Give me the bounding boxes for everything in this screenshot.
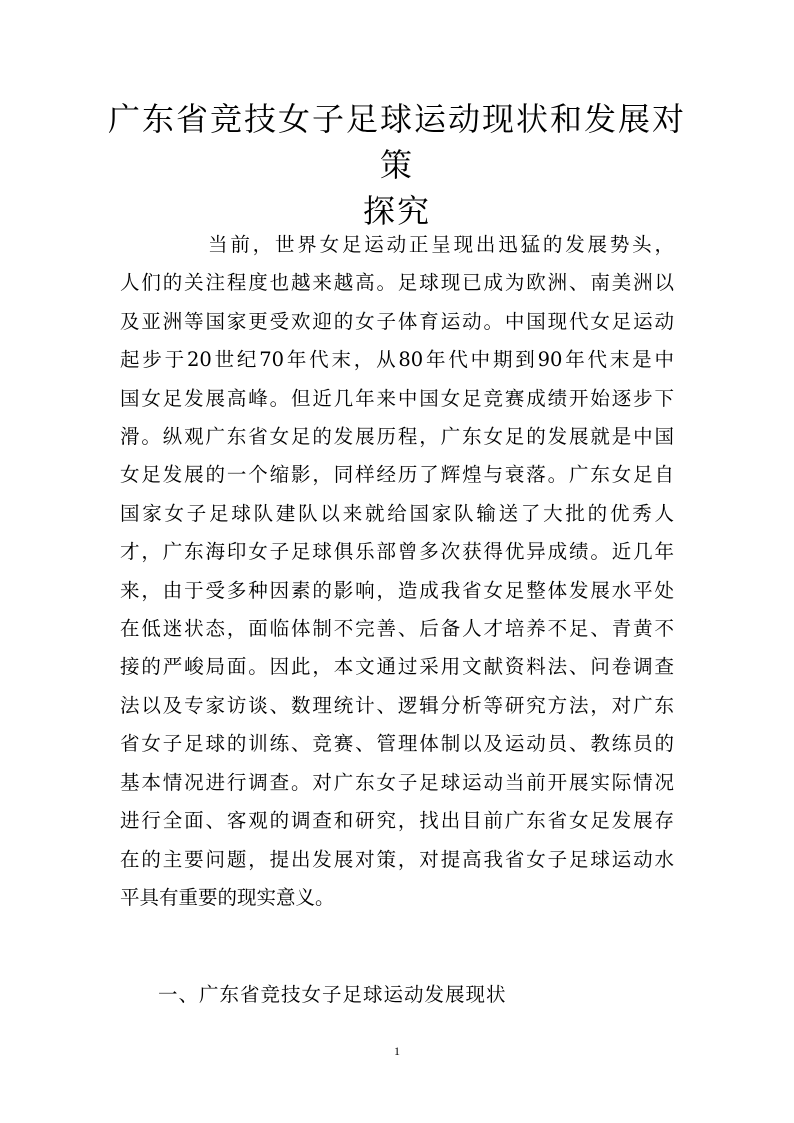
paragraph-line: 滑。纵观广东省女足的发展历程，广东女足的发展就是中国 (120, 425, 674, 449)
page-number: 1 (394, 1044, 400, 1058)
paragraph-line: 平具有重要的现实意义。 (120, 885, 335, 909)
paragraph-line: 人们的关注程度也越来越高。足球现已成为欧洲、南美洲以 (120, 271, 674, 295)
paragraph-line: 起步于20世纪70年代末，从80年代中期到90年代末是中 (120, 348, 674, 372)
paragraph-line: 才，广东海印女子足球俱乐部曾多次获得优异成绩。近几年 (120, 540, 674, 564)
section-heading: 一、广东省竞技女子足球运动发展现状 (158, 983, 507, 1006)
paragraph-line: 在的主要问题，提出发展对策，对提高我省女子足球运动水 (120, 847, 674, 871)
document-title (100, 96, 694, 234)
paragraph-line: 省女子足球的训练、竞赛、管理体制以及运动员、教练员的 (120, 732, 674, 756)
title-line-2: 探究 (362, 192, 431, 230)
paragraph-line: 国女足发展高峰。但近几年来中国女足竞赛成绩开始逐步下 (120, 386, 674, 410)
paragraph-line: 基本情况进行调查。对广东女子足球运动当前开展实际情况 (120, 770, 674, 794)
paragraph-line: 女足发展的一个缩影，同样经历了辉煌与衰落。广东女足自 (120, 463, 674, 487)
paragraph-line: 在低迷状态，面临体制不完善、后备人才培养不足、青黄不 (120, 617, 674, 641)
paragraph-line: 当前，世界女足运动正呈现出迅猛的发展势头， (208, 233, 674, 256)
paragraph-line: 国家女子足球队建队以来就给国家队输送了大批的优秀人 (120, 501, 674, 525)
paragraph-line: 进行全面、客观的调查和研究，找出目前广东省女足发展存 (120, 809, 674, 833)
paragraph-line: 及亚洲等国家更受欢迎的女子体育运动。中国现代女足运动 (120, 309, 674, 333)
paragraph-line: 接的严峻局面。因此，本文通过采用文献资料法、问卷调查 (120, 655, 674, 679)
body-paragraph (120, 226, 674, 917)
title-line-1: 广东省竞技女子足球运动现状和发展对策 (107, 100, 686, 184)
paragraph-line: 来，由于受多种因素的影响，造成我省女足整体发展水平处 (120, 578, 674, 602)
paragraph-line: 法以及专家访谈、数理统计、逻辑分析等研究方法，对广东 (120, 693, 674, 717)
